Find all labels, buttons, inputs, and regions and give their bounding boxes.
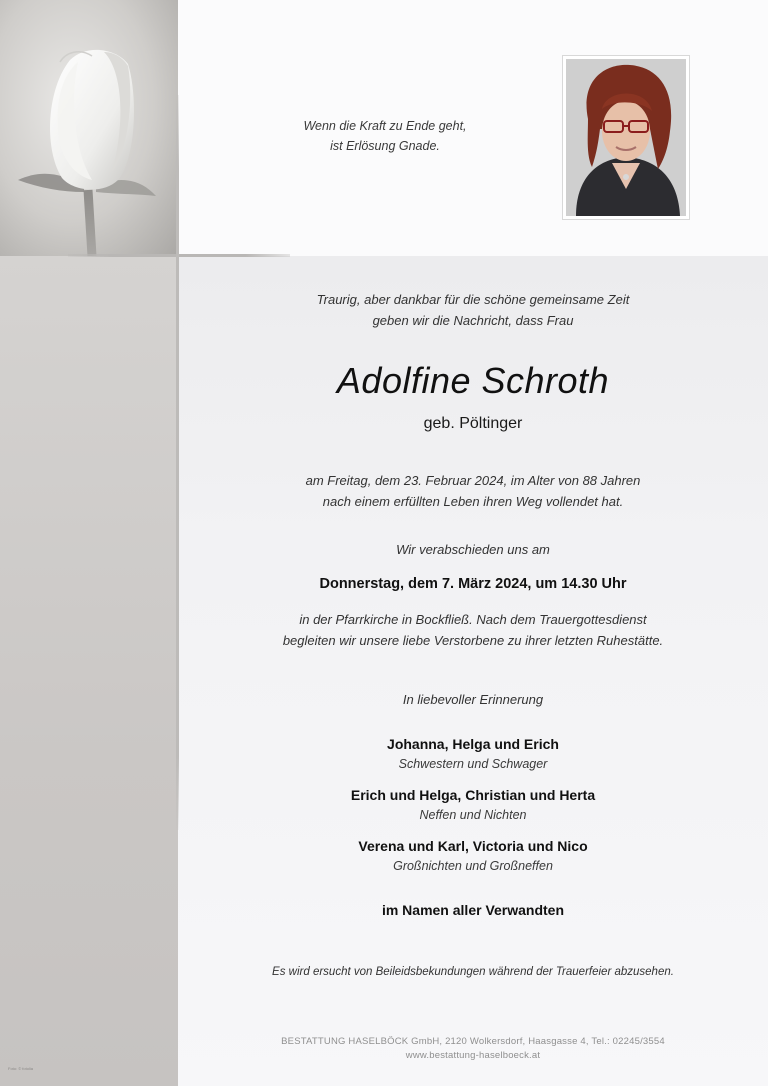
footer-website[interactable]: www.bestattung-haselboeck.at <box>405 1050 541 1061</box>
person-portrait-icon <box>566 59 686 216</box>
memory-heading: In liebevoller Erinnerung <box>402 692 544 707</box>
farewell-intro: Wir verabschieden uns am <box>396 542 550 557</box>
passing-text <box>178 470 768 512</box>
intro-line-2: geben wir die Nachricht, dass Frau <box>372 313 574 328</box>
intro-text <box>178 289 768 331</box>
quote <box>300 116 470 156</box>
family-names: Johanna, Helga und Erich <box>387 736 559 752</box>
passing-line-1: am Freitag, dem 23. Februar 2024, im Alter von 88 Jahren <box>305 473 641 488</box>
family-list <box>178 734 768 887</box>
birth-name: geb. Pöltinger <box>423 415 523 432</box>
rose-icon <box>0 0 178 256</box>
family-relation: Großnichten und Großneffen <box>393 859 553 873</box>
intro-line-1: Traurig, aber dankbar für die schöne gemeinsame Zeit <box>316 292 630 307</box>
passing-line-2: nach einem erfüllten Leben ihren Weg vollendet hat. <box>322 494 624 509</box>
service-line-2: begleiten wir unsere liebe Verstorbene zu ihrer letzten Ruhestätte. <box>282 633 664 648</box>
service-text <box>178 609 768 651</box>
family-group <box>178 734 768 774</box>
funeral-date: Donnerstag, dem 7. März 2024, um 14.30 Uhr <box>319 576 627 592</box>
family-group <box>178 785 768 825</box>
portrait-image <box>566 59 686 216</box>
family-relation: Schwestern und Schwager <box>398 757 548 771</box>
footer-address: BESTATTUNG HASELBÖCK GmbH, 2120 Wolkersdorf, Haasgasse 4, Tel.: 02245/3554 <box>281 1036 665 1047</box>
family-group <box>178 836 768 876</box>
photo-credit: Foto: © fotolia <box>8 1066 33 1071</box>
left-decor-strip <box>0 256 178 1086</box>
horizontal-divider <box>68 254 290 257</box>
closing-line: im Namen aller Verwandten <box>381 902 565 918</box>
condolence-notice: Es wird ersucht von Beileidsbekundungen während der Trauerfeier abzusehen. <box>272 966 674 978</box>
vertical-divider <box>176 95 179 830</box>
white-rose-image <box>0 0 178 256</box>
quote-line-2: ist Erlösung Gnade. <box>330 139 440 153</box>
quote-line-1: Wenn die Kraft zu Ende geht, <box>303 119 467 133</box>
family-names: Verena und Karl, Victoria und Nico <box>358 838 588 854</box>
deceased-name: Adolfine Schroth <box>336 360 610 401</box>
footer <box>178 1035 768 1063</box>
family-relation: Neffen und Nichten <box>419 808 527 822</box>
family-names: Erich und Helga, Christian und Herta <box>350 787 596 803</box>
service-line-1: in der Pfarrkirche in Bockfließ. Nach dem Trauergottesdienst <box>299 612 647 627</box>
portrait-photo <box>562 55 690 220</box>
